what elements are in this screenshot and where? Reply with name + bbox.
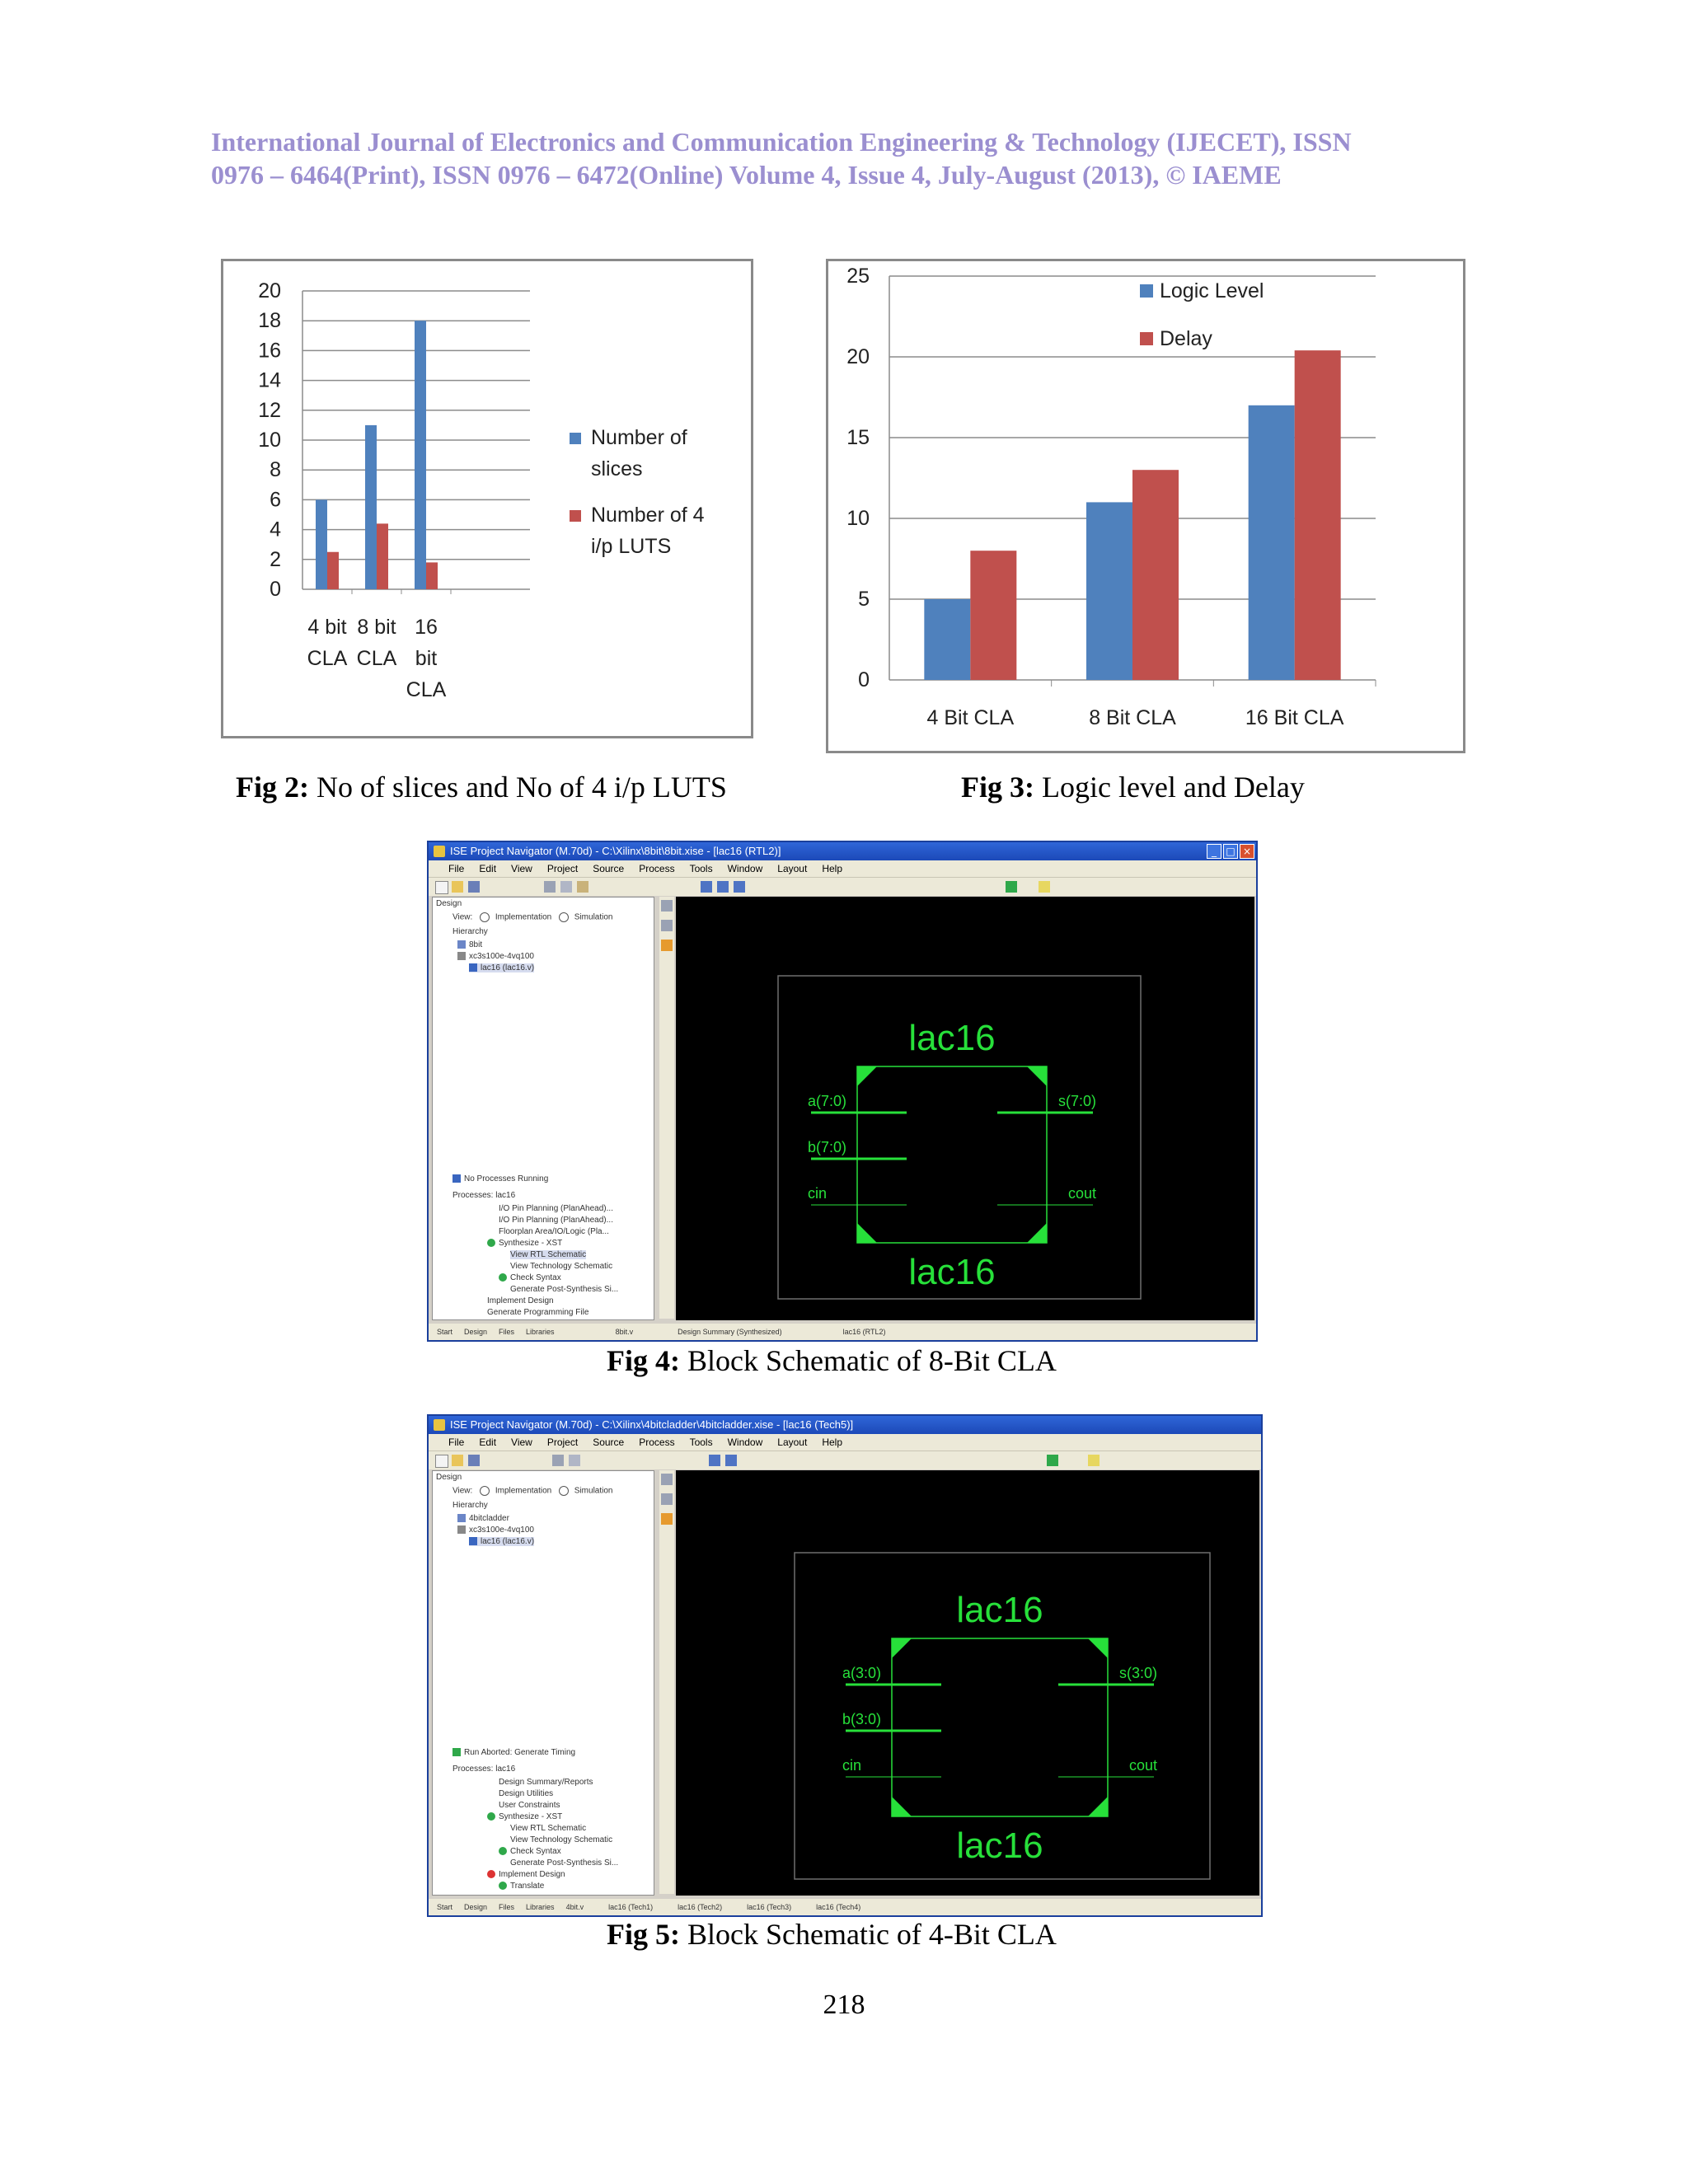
journal-header-line1: International Journal of Electronics and Communication Engineering & Technology (IJECET), ISSN: [211, 127, 1352, 157]
main-toolbar: [429, 877, 1256, 896]
process-item[interactable]: Design Summary/Reports: [499, 1778, 593, 1787]
bar: [365, 425, 377, 589]
process-status: Run Aborted: Generate Timing: [452, 1748, 575, 1757]
x-tick-label: 4 Bit CLA: [926, 706, 1015, 729]
y-tick-label: 10: [258, 429, 281, 452]
implementation-label: Implementation: [495, 1486, 552, 1496]
tab-tech2[interactable]: lac16 (Tech2): [678, 1903, 723, 1911]
menu-layout[interactable]: Layout: [777, 863, 808, 874]
tab-tech4[interactable]: lac16 (Tech4): [816, 1903, 861, 1911]
view-selector[interactable]: [452, 912, 612, 922]
corner-marker: [1027, 1223, 1047, 1243]
output-pin-label: s(7:0): [1057, 1093, 1096, 1109]
fig5-caption-label: Fig 5:: [607, 1918, 680, 1951]
legend-label: i/p LUTS: [591, 535, 672, 558]
schematic-block: [857, 1066, 1047, 1243]
copy-icon[interactable]: [560, 881, 572, 893]
radio-implementation-icon[interactable]: [480, 1486, 490, 1496]
process-item[interactable]: View RTL Schematic: [510, 1250, 587, 1259]
hierarchy-item-device[interactable]: xc3s100e-4vq100: [457, 952, 534, 961]
menu-source[interactable]: Source: [593, 1436, 625, 1448]
bar: [327, 552, 339, 589]
ise-screenshot-8bit: [427, 841, 1258, 1342]
legend-label: Number of: [591, 426, 687, 449]
check-icon: [499, 1273, 507, 1282]
y-tick-label: 2: [270, 547, 281, 571]
bar: [426, 562, 438, 589]
radio-simulation-icon[interactable]: [559, 912, 569, 922]
select-tool-icon[interactable]: [661, 900, 673, 912]
process-item[interactable]: Floorplan Area/IO/Logic (Pla...: [499, 1227, 609, 1236]
tab-files[interactable]: Files: [499, 1903, 515, 1911]
help-icon[interactable]: [1088, 1455, 1100, 1466]
simulation-label: Simulation: [574, 1486, 613, 1496]
pan-tool-icon[interactable]: [661, 920, 673, 931]
y-tick-label: 25: [846, 265, 870, 288]
x-tick-label: CLA: [356, 647, 397, 670]
verilog-module-icon: [469, 1537, 477, 1545]
menu-help[interactable]: Help: [822, 863, 842, 874]
x-tick-label: CLA: [307, 647, 348, 670]
cut-icon[interactable]: [544, 881, 556, 893]
fig4-caption: [607, 1343, 1057, 1378]
output-pin-label: cout: [1067, 1185, 1096, 1202]
legend-label: slices: [591, 457, 643, 480]
fig5-caption: [607, 1917, 1057, 1952]
corner-marker: [857, 1223, 877, 1243]
menu-bar: [429, 860, 1256, 877]
fig2-caption-label: Fig 2:: [236, 771, 309, 804]
process-status-icon: [452, 1174, 461, 1183]
process-item[interactable]: I/O Pin Planning (PlanAhead)...: [499, 1204, 613, 1213]
process-item-check-syntax[interactable]: Check Syntax: [499, 1273, 561, 1282]
tab-libraries[interactable]: Libraries: [526, 1903, 555, 1911]
bar: [377, 523, 388, 589]
corner-marker: [1088, 1638, 1108, 1658]
processes-label: Processes: lac16: [452, 1191, 516, 1200]
hierarchy-label: Hierarchy: [452, 1501, 488, 1510]
y-tick-label: 20: [258, 279, 281, 302]
x-tick-label: 4 bit: [307, 616, 347, 639]
process-item-synthesize[interactable]: Synthesize - XST: [487, 1812, 562, 1821]
menu-edit[interactable]: Edit: [479, 1436, 497, 1448]
zoom-in-icon[interactable]: [717, 881, 729, 893]
process-status: No Processes Running: [452, 1174, 548, 1183]
input-pin-label: b(3:0): [842, 1711, 882, 1727]
radio-simulation-icon[interactable]: [559, 1486, 569, 1496]
radio-implementation-icon[interactable]: [480, 912, 490, 922]
menu-bar: [429, 1434, 1261, 1451]
x-tick-label: 8 Bit CLA: [1089, 706, 1176, 729]
menu-file[interactable]: File: [448, 1436, 465, 1448]
check-icon: [487, 1239, 495, 1247]
bar: [1132, 470, 1179, 680]
y-tick-label: 8: [270, 458, 281, 482]
schematic-canvas[interactable]: [676, 1470, 1259, 1896]
verilog-module-icon: [469, 963, 477, 972]
menu-tools[interactable]: Tools: [689, 863, 713, 874]
bar: [316, 499, 327, 589]
zoom-icon[interactable]: [701, 881, 712, 893]
process-item[interactable]: View Technology Schematic: [510, 1262, 613, 1271]
process-item[interactable]: View RTL Schematic: [510, 1824, 587, 1833]
main-toolbar: [429, 1451, 1261, 1469]
new-file-icon[interactable]: [435, 1455, 448, 1468]
close-button[interactable]: ×: [1240, 844, 1254, 859]
legend-swatch: [570, 510, 581, 522]
legend-swatch: [1140, 284, 1153, 298]
run-icon[interactable]: [1006, 881, 1017, 893]
tab-start[interactable]: Start: [437, 1903, 453, 1911]
menu-process[interactable]: Process: [639, 1436, 675, 1448]
menu-window[interactable]: Window: [727, 863, 763, 874]
open-folder-icon[interactable]: [452, 881, 463, 893]
legend-label: Delay: [1160, 327, 1212, 350]
zoom-out-icon[interactable]: [734, 881, 745, 893]
copy-icon[interactable]: [569, 1455, 580, 1466]
fig2-chart: [221, 259, 753, 738]
help-icon[interactable]: [1039, 881, 1050, 893]
block-label-bottom: lac16: [956, 1825, 1043, 1866]
project-icon: [457, 940, 466, 949]
bar: [1295, 350, 1341, 680]
menu-source[interactable]: Source: [593, 863, 625, 874]
output-pin-label: cout: [1128, 1757, 1157, 1774]
y-tick-label: 4: [270, 518, 281, 541]
tab-rtl-schematic[interactable]: lac16 (RTL2): [842, 1328, 886, 1336]
menu-project[interactable]: Project: [546, 1436, 579, 1448]
tab-design[interactable]: Design: [464, 1328, 488, 1336]
input-pin-label: b(7:0): [808, 1139, 847, 1155]
maximize-button[interactable]: □: [1223, 844, 1238, 859]
menu-view[interactable]: View: [511, 1436, 532, 1448]
select-tool-icon[interactable]: [661, 1474, 673, 1485]
corner-marker: [892, 1797, 912, 1816]
tab-start[interactable]: Start: [437, 1328, 453, 1336]
processes-label: Processes: lac16: [452, 1765, 516, 1774]
design-panel-title: Design: [436, 899, 462, 908]
menu-file[interactable]: File: [448, 863, 465, 874]
x-tick-label: bit: [415, 647, 438, 670]
tab-libraries[interactable]: Libraries: [526, 1328, 555, 1336]
input-pin-label: a(3:0): [842, 1665, 882, 1681]
process-item[interactable]: Implement Design: [487, 1296, 554, 1305]
fig3-caption-text: Logic level and Delay: [1034, 771, 1305, 804]
journal-header-line2: 0976 – 6464(Print), ISSN 0976 – 6472(Online) Volume 4, Issue 4, July-August (2013), © IAEME: [211, 160, 1282, 190]
fig3-caption-label: Fig 3:: [961, 771, 1034, 804]
process-item[interactable]: Generate Post-Synthesis Si...: [510, 1858, 619, 1868]
block-label-top: lac16: [956, 1590, 1043, 1630]
y-tick-label: 5: [858, 588, 870, 611]
ise-app-icon: [434, 1419, 445, 1431]
tab-source-file[interactable]: 4bit.v: [565, 1903, 584, 1911]
view-selector[interactable]: [452, 1486, 612, 1496]
corner-marker: [1027, 1066, 1047, 1086]
window-title: ISE Project Navigator (M.70d) - C:\Xilinx\8bit\8bit.xise - [lac16 (RTL2)]: [450, 845, 781, 857]
process-item[interactable]: User Constraints: [499, 1801, 560, 1810]
menu-help[interactable]: Help: [822, 1436, 842, 1448]
open-folder-icon[interactable]: [452, 1455, 463, 1466]
schematic-canvas[interactable]: [676, 897, 1254, 1320]
project-icon: [457, 1514, 466, 1522]
zoom-tool-icon[interactable]: [661, 1513, 673, 1525]
input-pin-label: cin: [808, 1185, 828, 1202]
design-panel: [432, 897, 654, 1320]
process-item-implement[interactable]: Implement Design: [487, 1870, 565, 1879]
device-chip-icon: [457, 1526, 466, 1534]
page-number: 218: [823, 1990, 865, 2020]
input-pin-label: a(7:0): [808, 1093, 847, 1109]
y-tick-label: 12: [258, 398, 281, 422]
window-titlebar: [429, 1416, 1261, 1434]
block-label-top: lac16: [908, 1018, 996, 1058]
error-icon: [487, 1870, 495, 1878]
fig2-caption-text: No of slices and No of 4 i/p LUTS: [308, 771, 727, 804]
y-tick-label: 6: [270, 488, 281, 512]
pan-tool-icon[interactable]: [661, 1493, 673, 1505]
process-item-check-syntax[interactable]: Check Syntax: [499, 1847, 561, 1856]
menu-edit[interactable]: Edit: [479, 863, 497, 874]
implementation-label: Implementation: [495, 912, 552, 922]
input-pin-label: cin: [842, 1757, 862, 1774]
process-item[interactable]: Generate Post-Synthesis Si...: [510, 1285, 619, 1294]
fig4-caption-label: Fig 4:: [607, 1344, 680, 1377]
fig5-caption-text: Block Schematic of 4-Bit CLA: [679, 1918, 1057, 1951]
fig2-caption: [236, 770, 727, 804]
zoom-in-icon[interactable]: [725, 1455, 737, 1466]
hierarchy-label: Hierarchy: [452, 927, 488, 936]
check-icon: [499, 1847, 507, 1855]
minimize-button[interactable]: _: [1207, 844, 1221, 859]
tab-design-summary[interactable]: Design Summary (Synthesized): [678, 1328, 782, 1336]
schematic-block: [892, 1638, 1108, 1816]
bar: [415, 321, 426, 589]
design-panel-title: Design: [436, 1473, 462, 1482]
window-title: ISE Project Navigator (M.70d) - C:\Xilinx\4bitcladder\4bitcladder.xise - [lac16 (Tech5)]: [450, 1418, 854, 1431]
fig3-chart-svg: [828, 261, 1463, 751]
vertical-toolbar: [659, 897, 674, 1319]
simulation-label: Simulation: [574, 912, 613, 922]
corner-marker: [857, 1066, 877, 1086]
menu-view[interactable]: View: [511, 863, 532, 874]
x-tick-label: CLA: [406, 678, 447, 701]
fig2-chart-svg: [223, 261, 751, 736]
process-item[interactable]: I/O Pin Planning (PlanAhead)...: [499, 1216, 613, 1225]
run-aborted-icon: [452, 1748, 461, 1756]
process-item[interactable]: View Technology Schematic: [510, 1835, 613, 1844]
zoom-tool-icon[interactable]: [661, 940, 673, 951]
corner-marker: [1088, 1797, 1108, 1816]
legend-label: Logic Level: [1160, 279, 1264, 302]
process-item[interactable]: Design Utilities: [499, 1789, 554, 1798]
tab-design[interactable]: Design: [464, 1903, 488, 1911]
hierarchy-item-module[interactable]: lac16 (lac16.v): [469, 1537, 534, 1546]
paste-icon[interactable]: [577, 881, 588, 893]
tab-tech1[interactable]: lac16 (Tech1): [608, 1903, 654, 1911]
hierarchy-item-device[interactable]: xc3s100e-4vq100: [457, 1526, 534, 1535]
y-tick-label: 14: [258, 368, 281, 392]
y-tick-label: 15: [846, 426, 870, 449]
window-titlebar: [429, 842, 1256, 860]
hierarchy-item-project[interactable]: 8bit: [457, 940, 482, 949]
x-tick-label: 16: [415, 616, 438, 639]
fig3-caption: [961, 770, 1305, 804]
device-chip-icon: [457, 952, 466, 960]
status-tab-bar: [429, 1899, 1261, 1915]
save-icon[interactable]: [468, 881, 480, 893]
cut-icon[interactable]: [552, 1455, 564, 1466]
legend-swatch: [1140, 332, 1153, 345]
view-label: View:: [452, 1486, 473, 1496]
hierarchy-item-module[interactable]: lac16 (lac16.v): [469, 963, 534, 972]
zoom-icon[interactable]: [709, 1455, 720, 1466]
bar: [1086, 502, 1132, 680]
menu-tools[interactable]: Tools: [689, 1436, 713, 1448]
ise-screenshot-4bit: [427, 1414, 1263, 1917]
check-icon: [487, 1812, 495, 1821]
bar: [924, 599, 970, 680]
vertical-toolbar: [659, 1470, 674, 1894]
tab-tech3[interactable]: lac16 (Tech3): [747, 1903, 792, 1911]
journal-header: [211, 125, 1497, 191]
menu-project[interactable]: Project: [546, 863, 579, 874]
y-tick-label: 20: [846, 345, 870, 368]
block-label-bottom: lac16: [908, 1252, 996, 1292]
tab-source-file[interactable]: 8bit.v: [615, 1328, 634, 1336]
x-tick-label: 8 bit: [357, 616, 396, 639]
menu-process[interactable]: Process: [639, 863, 675, 874]
new-file-icon[interactable]: [435, 881, 448, 894]
process-item-translate[interactable]: Translate: [499, 1882, 544, 1891]
legend-swatch: [570, 433, 581, 444]
y-tick-label: 18: [258, 309, 281, 333]
save-icon[interactable]: [468, 1455, 480, 1466]
output-pin-label: s(3:0): [1118, 1665, 1157, 1681]
process-item-synthesize[interactable]: Synthesize - XST: [487, 1239, 562, 1248]
bar: [1249, 405, 1295, 680]
y-tick-label: 16: [258, 339, 281, 363]
fig3-chart: [826, 259, 1465, 753]
menu-layout[interactable]: Layout: [777, 1436, 808, 1448]
y-tick-label: 10: [846, 507, 870, 530]
process-item[interactable]: Generate Programming File: [487, 1308, 589, 1317]
corner-marker: [892, 1638, 912, 1658]
fig4-caption-text: Block Schematic of 8-Bit CLA: [679, 1344, 1057, 1377]
design-panel: [432, 1470, 654, 1896]
y-tick-label: 0: [858, 668, 870, 691]
run-icon[interactable]: [1047, 1455, 1058, 1466]
legend-label: Number of 4: [591, 504, 705, 527]
hierarchy-item-project[interactable]: 4bitcladder: [457, 1514, 509, 1523]
tab-files[interactable]: Files: [499, 1328, 515, 1336]
bar: [970, 551, 1016, 680]
x-tick-label: 16 Bit CLA: [1245, 706, 1344, 729]
view-label: View:: [452, 912, 473, 922]
y-tick-label: 0: [270, 578, 281, 601]
status-tab-bar: [429, 1324, 1256, 1340]
ise-app-icon: [434, 846, 445, 857]
check-icon: [499, 1882, 507, 1890]
menu-window[interactable]: Window: [727, 1436, 763, 1448]
